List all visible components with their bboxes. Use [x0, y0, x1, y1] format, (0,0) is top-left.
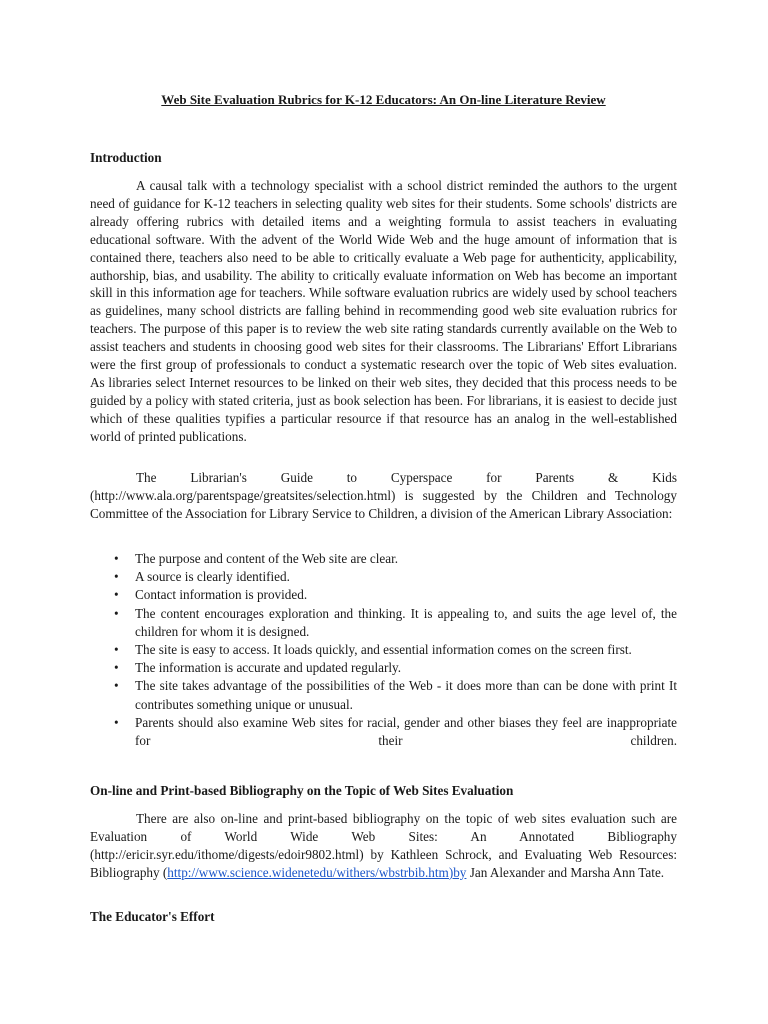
bullet-icon: • — [114, 642, 119, 658]
document-title: Web Site Evaluation Rubrics for K-12 Educators: An On-line Literature Review — [161, 92, 606, 107]
bibliography-text-end: Jan Alexander and Marsha Ann Tate. — [466, 864, 665, 880]
librarians-guide-paragraph: The Librarian's Guide to Cyperspace for Parents & Kids (http://www.ala.org/parentspage/greatsites/selection.html) is suggested by the Children and Technology Committee of the Association for Library Service to Children, a division of the American Library Association: — [90, 470, 677, 521]
list-item: • The content encourages exploration and thinking. It is appealing to, and suits the age level of, the children for whom it is designed. — [114, 605, 677, 639]
list-item: • The purpose and content of the Web site are clear. — [90, 550, 677, 568]
bullet-icon: • — [114, 605, 119, 621]
bibliography-paragraph — [90, 810, 677, 882]
bullet-icon: • — [114, 714, 119, 730]
list-item: • The site is easy to access. It loads quickly, and essential information comes on the screen first. — [90, 641, 677, 659]
list-item: • The site takes advantage of the possibilities of the Web - it does more than can be done with print It contributes something unique or unusual. — [114, 678, 677, 712]
bibliography-heading: On-line and Print-based Bibliography on the Topic of Web Sites Evaluation — [90, 783, 514, 798]
educators-effort-heading: The Educator's Effort — [90, 909, 215, 924]
bullet-icon: • — [114, 678, 119, 694]
list-item: • The information is accurate and updated regularly. — [90, 659, 677, 677]
list-item: • A source is clearly identified. — [90, 568, 677, 586]
bullet-icon: • — [114, 587, 119, 603]
introduction-heading: Introduction — [90, 150, 162, 165]
list-item: • Contact information is provided. — [90, 586, 677, 604]
bibliography-text: There are also on-line and print-based bibliography on the topic of web sites evaluation such are Evaluation of World Wide Web Sites: An Annotated Bibliography (http://ericir.syr.edu/ithome/digests/edoir9802.html) by Kathleen Schrock, and Evaluating Web Resources: Bibliography ( — [90, 811, 677, 880]
criteria-list — [90, 550, 677, 750]
bullet-icon: • — [114, 551, 119, 566]
bullet-icon: • — [114, 569, 119, 585]
introduction-paragraph: A causal talk with a technology specialist with a school district reminded the authors to the urgent need of guidance for K-12 teachers in selecting quality web sites for their students. Some schools' districts are already offering rubrics with detailed items and a weighting formula to assist teachers in evaluating educational software. With the advent of the World Wide Web and the huge amount of information that is contained there, teachers also need to be able to critically evaluate a Web page for authenticity, applicability, authorship, bias, and usability. The ability to critically evaluate information on Web has become an important skill in this information age for teachers. While software evaluation rubrics are widely used by school teachers as guidelines, many school districts are falling behind in recommending good web site evaluation rubrics for teachers. The purpose of this paper is to review the web site rating standards currently available on the Web to assist teachers and students in choosing good web sites for their classrooms. The Librarians' Effort Librarians were the first group of professionals to conduct a systematic research over the topic of Web sites evaluation. As libraries select Internet resources to be linked on their web sites, they decided that this process needs to be guided by a policy with stated criteria, just as book selection has been. For librarians, it is easiest to decide just which of these qualities typifies a particular resource if that resource has an analog in the well-established world of printed publications. — [90, 178, 677, 444]
science-widenet-link[interactable]: http://www.science.widenetedu/withers/wbstrbib.htm)by — [167, 864, 467, 880]
list-item: • Parents should also examine Web sites for racial, gender and other biases they feel are inappropriate for their children. — [114, 714, 677, 749]
bullet-icon: • — [114, 660, 119, 676]
